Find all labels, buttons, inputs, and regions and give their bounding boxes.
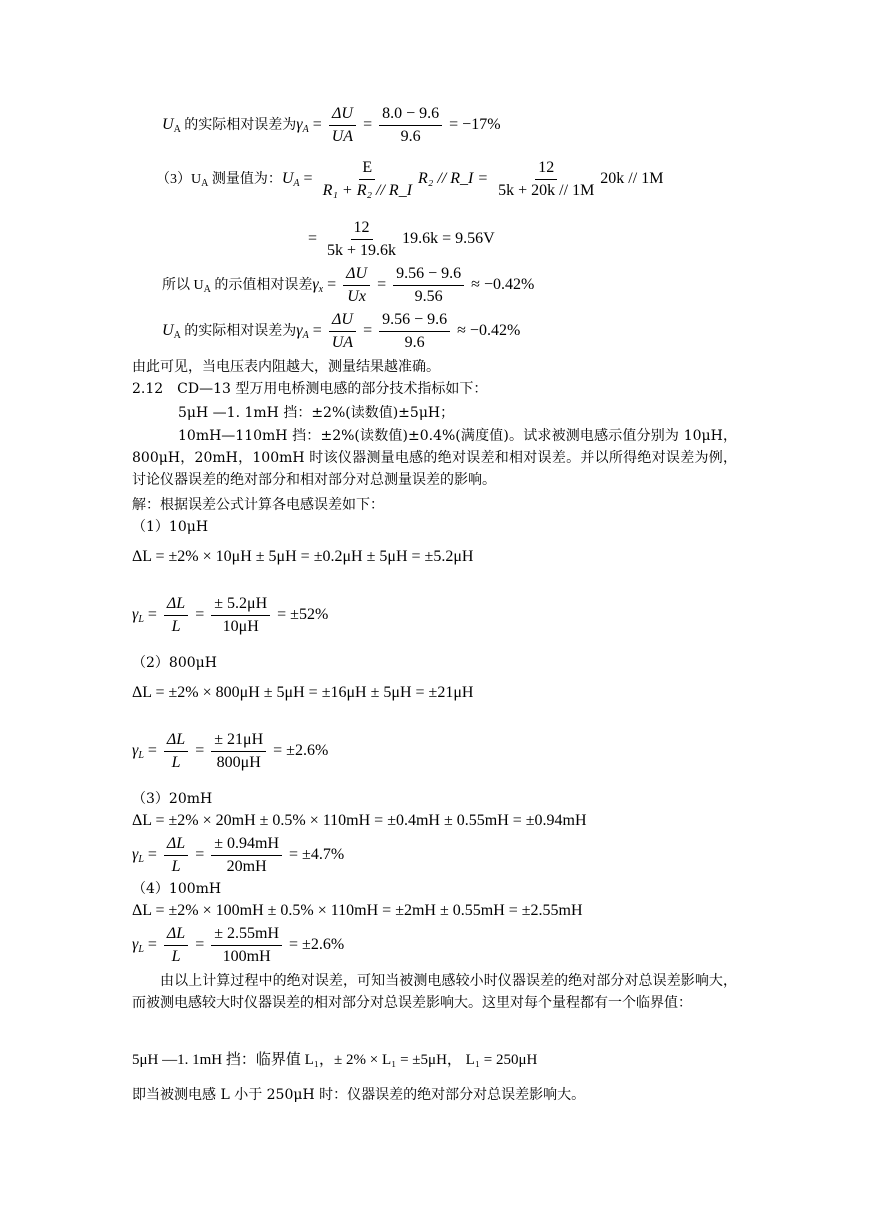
ua-measured-value-line: $(3)U_A$ 测量值为：$U_A$ = $\frac{E}{\text{R₁ + R₂ // R\_I}}$ R₂ // R_I = $\frac{12}{5k + 20k // 1M}$ 20k // 1M xyxy=(156,159,664,199)
ua-indicated-relative-error-line: 所以 $U_A$ 的示值相对误差$\gamma_x$ = $\frac{\Delta U}{Ux}$ = $\frac{9.56 - 9.6}{9.56}$ ≈ −0.42% xyxy=(162,265,535,305)
fraction: $\frac{\Delta U}{UA}$ xyxy=(329,104,356,147)
fraction: $\frac{12}{5k + 20k // 1M}$ xyxy=(498,159,595,199)
critical-value-line: 5μH —1. 1mH 挡：临界值 L₁，± 2% × L₁ = ±5μH， L₁ = 250μH xyxy=(132,1052,538,1068)
case-1-absolute-error: ΔL = ±2% × 10μH ± 5μH = ±0.2μH ± 5μH = ±5.2μH xyxy=(132,548,474,565)
ua-actual-relative-error-line-2: $U_A$ 的实际相对误差为$\gamma_A$ = $\frac{\Delta U}{UA}$ = $\frac{9.56 - 9.6}{9.6}$ ≈ −0.42% xyxy=(162,311,521,351)
ua-actual-relative-error-line-1: $U_A$ 的实际相对误差为$\gamma_A$ = $\frac{\Delta U}{UA}$ = $\frac{8.0 - 9.6}{9.6}$ = −17% xyxy=(162,105,501,145)
fraction: $\frac{\Delta L}{L}$ xyxy=(164,834,188,877)
case-4-absolute-error: ΔL = ±2% × 100mH ± 0.5% × 110mH = ±2mH ± 0.55mH = ±2.55mH xyxy=(132,902,583,919)
fraction: $\frac{\pm 5.2\mu H}{10\mu H}$ xyxy=(211,594,270,637)
fraction: $\frac{E}{\text{R₁ + R₂ // R\_I}}$ xyxy=(322,159,413,199)
fraction: $\frac{\Delta U}{Ux}$ xyxy=(343,264,370,307)
fraction: $\frac{\Delta L}{L}$ xyxy=(164,924,188,967)
case-2-absolute-error: ΔL = ±2% × 800μH ± 5μH = ±16μH ± 5μH = ±21μH xyxy=(132,684,474,701)
spec-range-2-paragraph: 10mH—110mH 挡：±2%(读数值)±0.4%(满度值)。试求被测电感示值分别为 10μH，800μH，20mH，100mH 时该仪器测量电感的绝对误差和相对误差。并以所得绝对误差为例，讨论仪器误差的绝对部分和相对部分对总测量误差的影响。 xyxy=(132,428,737,488)
fraction: $\frac{\pm 2.55mH}{100mH}$ xyxy=(211,924,282,967)
fraction: $\frac{\Delta U}{UA}$ xyxy=(329,310,356,353)
conclusion-voltmeter: 由此可见，当电压表内阻越大，测量结果越准确。 xyxy=(132,359,440,375)
case-1-heading: （1）10μH xyxy=(132,519,209,535)
case-4-heading: （4）100mH xyxy=(132,881,222,897)
fraction: $\frac{\Delta L}{L}$ xyxy=(164,730,188,773)
problem-2-12-title: 2.12 CD—13 型万用电桥测电感的部分技术指标如下： xyxy=(132,381,488,397)
solution-intro: 解：根据误差公式计算各电感误差如下： xyxy=(132,497,384,513)
fraction: $\frac{12}{5k + 19.6k}$ xyxy=(327,219,397,259)
critical-value-conclusion: 即当被测电感 L 小于 250μH 时：仪器误差的绝对部分对总误差影响大。 xyxy=(132,1087,586,1103)
fraction: $\frac{\pm 0.94mH}{20mH}$ xyxy=(211,834,282,877)
fraction: $\frac{8.0 - 9.6}{9.6}$ xyxy=(379,104,442,147)
spec-range-1: 5μH —1. 1mH 挡：±2%(读数值)±5μH； xyxy=(178,405,455,421)
discussion-paragraph: 由以上计算过程中的绝对误差，可知当被测电感较小时仪器误差的绝对部分对总误差影响大，而被测电感较大时仪器误差的相对部分对总误差影响大。这里对每个量程都有一个临界值： xyxy=(132,973,737,1011)
case-4-relative-error: $\gamma_L$ = $\frac{\Delta L}{L}$ = $\frac{\pm 2.55mH}{100mH}$ = ±2.6% xyxy=(132,925,345,965)
fraction: $\frac{9.56 - 9.6}{9.56}$ xyxy=(393,264,464,307)
fraction: $\frac{9.56 - 9.6}{9.6}$ xyxy=(379,310,450,353)
fraction: $\frac{\pm 21\mu H}{800\mu H}$ xyxy=(211,730,266,773)
fraction: $\frac{\Delta L}{L}$ xyxy=(164,594,188,637)
case-2-relative-error: $\gamma_L$ = $\frac{\Delta L}{L}$ = $\frac{\pm 21\mu H}{800\mu H}$ = ±2.6% xyxy=(132,731,329,771)
case-3-absolute-error: ΔL = ±2% × 20mH ± 0.5% × 110mH = ±0.4mH ± 0.55mH = ±0.94mH xyxy=(132,812,587,829)
case-3-heading: （3）20mH xyxy=(132,791,213,807)
case-3-relative-error: $\gamma_L$ = $\frac{\Delta L}{L}$ = $\frac{\pm 0.94mH}{20mH}$ = ±4.7% xyxy=(132,835,345,875)
ua-measured-value-continuation: = $\frac{12}{5k + 19.6k}$ 19.6k = 9.56V xyxy=(308,219,495,259)
case-1-relative-error: $\gamma_L$ = $\frac{\Delta L}{L}$ = $\frac{\pm 5.2\mu H}{10\mu H}$ = ±52% xyxy=(132,595,329,635)
case-2-heading: （2）800μH xyxy=(132,655,217,671)
